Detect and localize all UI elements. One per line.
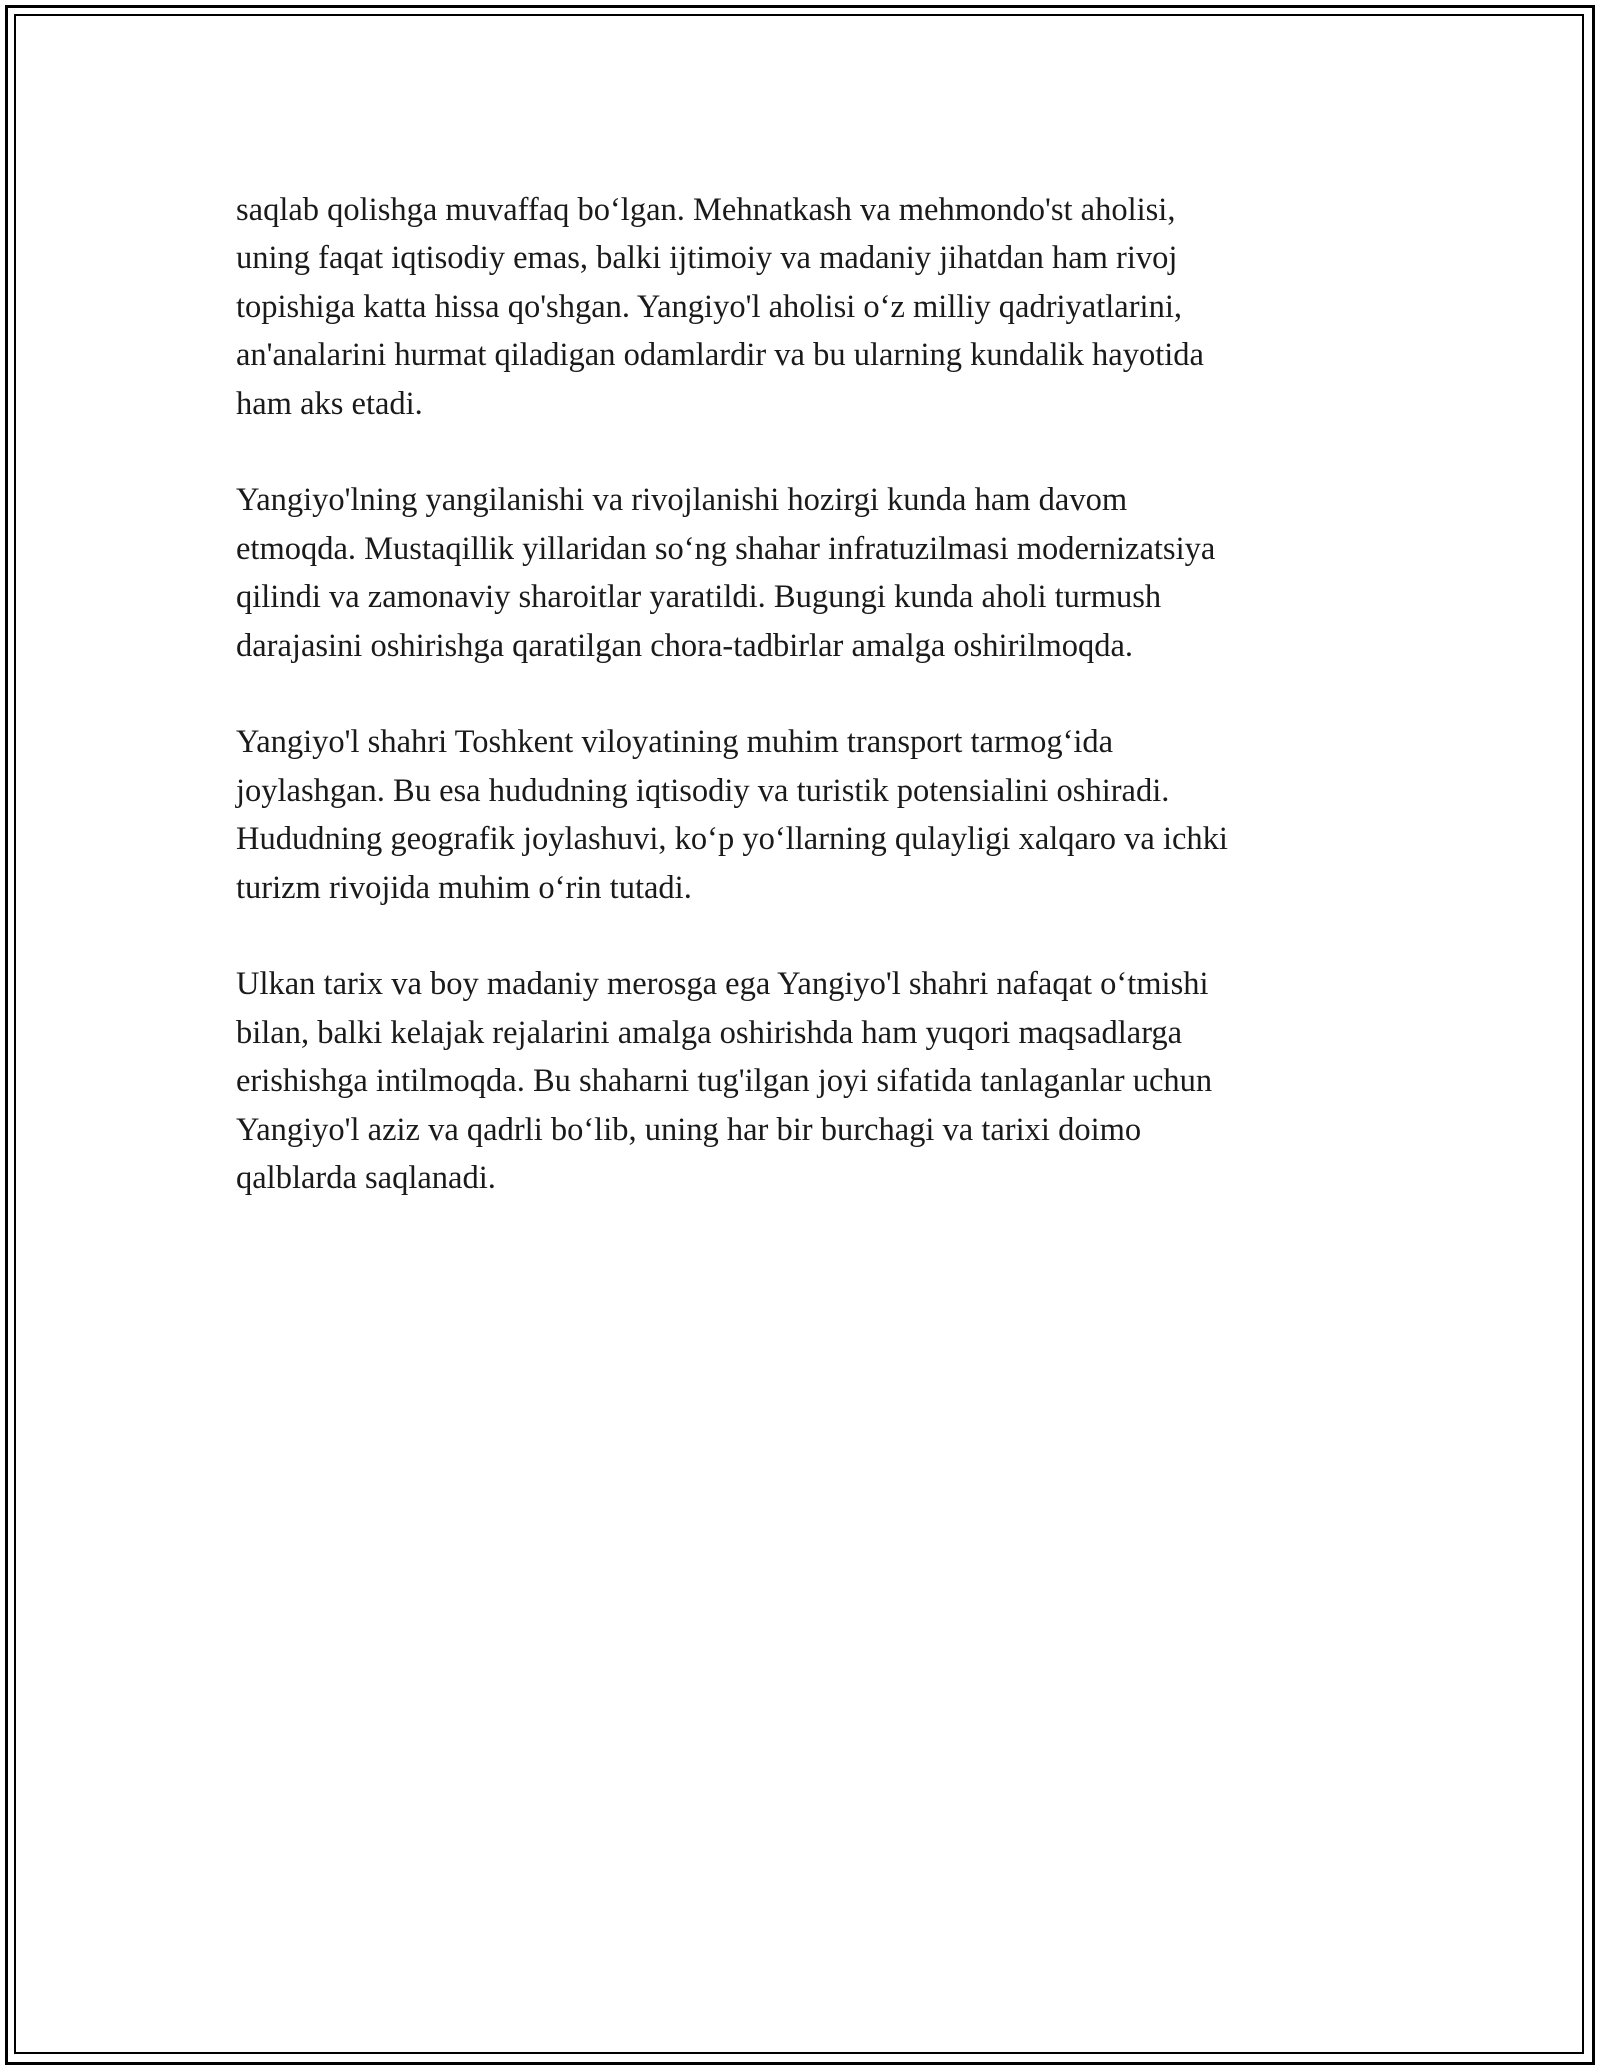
text-line: ham aks etadi. (236, 385, 423, 422)
document-body (236, 186, 1376, 1251)
text-line: qalblarda saqlanadi. (236, 1160, 496, 1197)
text-line: erishishga intilmoqda. Bu shaharni tug'ilgan joyi sifatida tanlaganlar uchun (236, 1063, 1213, 1100)
text-line: Yangiyo'l aziz va qadrli bo‘lib, uning har bir burchagi va tarixi doimo (236, 1111, 1142, 1148)
paragraph-3 (236, 718, 1376, 912)
text-line: an'analarini hurmat qiladigan odamlardir va bu ularning kundalik hayotida (236, 337, 1204, 374)
paragraph-1 (236, 186, 1376, 428)
text-line: saqlab qolishga muvaffaq bo‘lgan. Mehnatkash va mehmondo'st aholisi, (236, 192, 1176, 228)
text-line: qilindi va zamonaviy sharoitlar yaratildi. Bugungi kunda aholi turmush (236, 579, 1162, 616)
text-line: bilan, balki kelajak rejalarini amalga oshirishda ham yuqori maqsadlarga (236, 1014, 1183, 1051)
paragraph-2 (236, 476, 1376, 670)
text-line: Ulkan tarix va boy madaniy merosga ega Yangiyo'l shahri nafaqat o‘tmishi (236, 966, 1209, 1003)
text-line: etmoqda. Mustaqillik yillaridan so‘ng shahar infratuzilmasi modernizatsiya (236, 530, 1216, 567)
text-line: joylashgan. Bu esa hududning iqtisodiy va turistik potensialini oshiradi. (236, 772, 1170, 809)
text-line: Yangiyo'l shahri Toshkent viloyatining muhim transport tarmog‘ida (236, 724, 1114, 761)
text-line: topishiga katta hissa qo'shgan. Yangiyo'l aholisi o‘z milliy qadriyatlarini, (236, 288, 1182, 325)
text-line: Hududning geografik joylashuvi, ko‘p yo‘llarning qulayligi xalqaro va ichki (236, 821, 1228, 858)
text-line: uning faqat iqtisodiy emas, balki ijtimoiy va madaniy jihatdan ham rivoj (236, 240, 1178, 277)
paragraph-4 (236, 960, 1376, 1202)
text-line: Yangiyo'lning yangilanishi va rivojlanishi hozirgi kunda ham davom (236, 482, 1128, 519)
text-line: darajasini oshirishga qaratilgan chora-tadbirlar amalga oshirilmoqda. (236, 627, 1134, 664)
text-line: turizm rivojida muhim o‘rin tutadi. (236, 869, 692, 906)
